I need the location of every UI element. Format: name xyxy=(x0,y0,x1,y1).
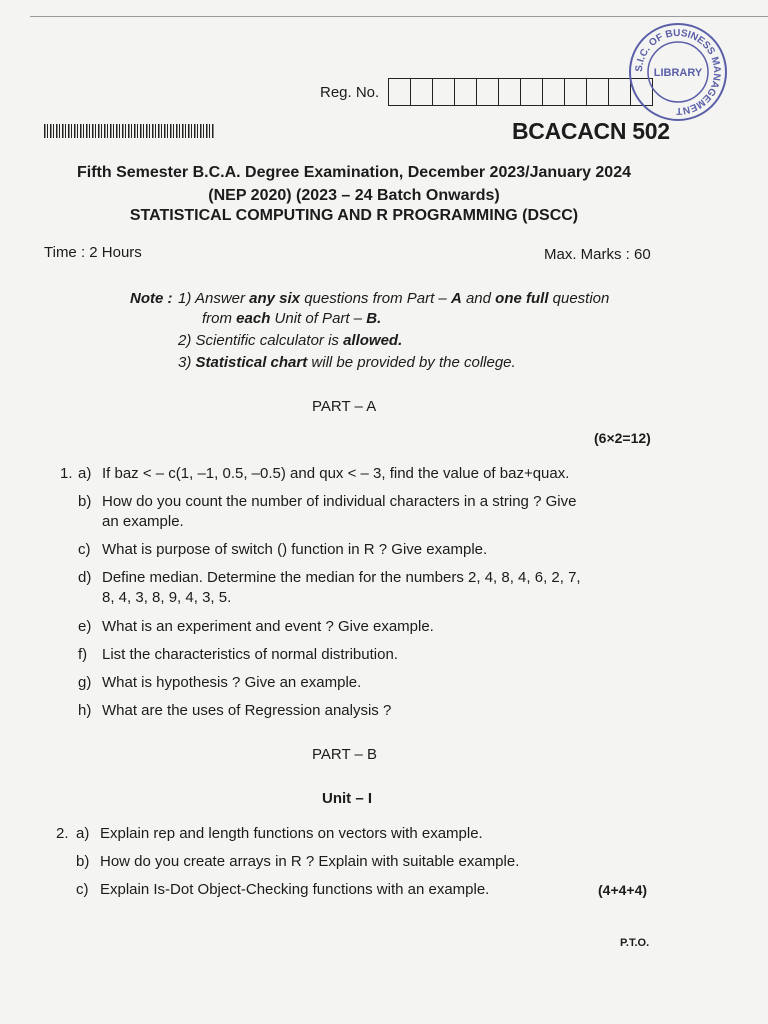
part-b-heading: PART – B xyxy=(312,746,378,763)
question-text: What is hypothesis ? Give an example. xyxy=(102,674,362,691)
reg-no-boxes xyxy=(388,78,653,106)
question-text: List the characteristics of normal distribution. xyxy=(102,646,398,663)
time-label: Time : 2 Hours xyxy=(44,244,142,261)
question-text: What is purpose of switch () function in R ? Give example. xyxy=(102,541,488,558)
question-label: b) xyxy=(78,493,92,510)
question-label: e) xyxy=(78,618,92,635)
unit-marks: (4+4+4) xyxy=(598,882,648,898)
unit-heading: Unit – I xyxy=(322,790,373,807)
part-a-marks: (6×2=12) xyxy=(594,430,651,446)
note-item-2: 2) Scientific calculator is allowed. xyxy=(178,332,403,349)
question-text: Explain rep and length functions on vectors with example. xyxy=(100,825,483,842)
exam-title: Fifth Semester B.C.A. Degree Examination, December 2023/January 2024 xyxy=(76,164,631,181)
question-label: g) xyxy=(78,674,92,691)
question-text: What is an experiment and event ? Give example. xyxy=(102,618,434,635)
note-item-1-continued: from each Unit of Part – B. xyxy=(202,310,382,327)
question-number: 2. xyxy=(56,825,69,842)
question-number: 1. xyxy=(60,465,73,482)
page-top-edge xyxy=(30,16,768,17)
question-label: c) xyxy=(76,881,89,898)
question-text: How do you create arrays in R ? Explain with suitable example. xyxy=(100,853,520,870)
question-label: h) xyxy=(78,702,92,719)
barcode xyxy=(44,124,214,138)
question-text: If baz < – c(1, –1, 0.5, –0.5) and qux < – 3, find the value of baz+quax. xyxy=(102,465,570,482)
question-text-continued: 8, 4, 3, 8, 9, 4, 3, 5. xyxy=(102,589,232,606)
question-label: c) xyxy=(78,541,91,558)
question-text: What are the uses of Regression analysis ? xyxy=(102,702,392,719)
stamp-ring-text: S.I.C. OF BUSINESS MANAGEMENT xyxy=(633,27,723,117)
exam-subtitle: (NEP 2020) (2023 – 24 Batch Onwards) xyxy=(208,187,500,204)
paper-code: BCACACN 502 xyxy=(512,118,670,144)
question-label: a) xyxy=(78,465,92,482)
note-item-3: 3) Statistical chart will be provided by the college. xyxy=(178,354,516,371)
subject-title: STATISTICAL COMPUTING AND R PROGRAMMING (DSCC) xyxy=(129,207,579,224)
note-item-1: 1) Answer any six questions from Part – A and one full question xyxy=(178,290,610,307)
question-label: b) xyxy=(76,853,90,870)
question-label: a) xyxy=(76,825,90,842)
question-label: f) xyxy=(78,646,88,663)
stamp-center-text: LIBRARY xyxy=(653,67,703,79)
note-label: Note : xyxy=(130,290,173,307)
question-text-continued: an example. xyxy=(102,513,184,530)
part-a-heading: PART – A xyxy=(312,398,377,415)
library-stamp xyxy=(626,20,730,124)
reg-no-label: Reg. No. xyxy=(320,84,380,101)
question-text: Define median. Determine the median for the numbers 2, 4, 8, 4, 6, 2, 7, xyxy=(102,569,581,586)
pto-label: P.T.O. xyxy=(620,937,650,949)
question-text: Explain Is-Dot Object-Checking functions with an example. xyxy=(100,881,490,898)
question-label: d) xyxy=(78,569,92,586)
max-marks-label: Max. Marks : 60 xyxy=(544,246,651,263)
question-text: How do you count the number of individual characters in a string ? Give xyxy=(102,493,577,510)
